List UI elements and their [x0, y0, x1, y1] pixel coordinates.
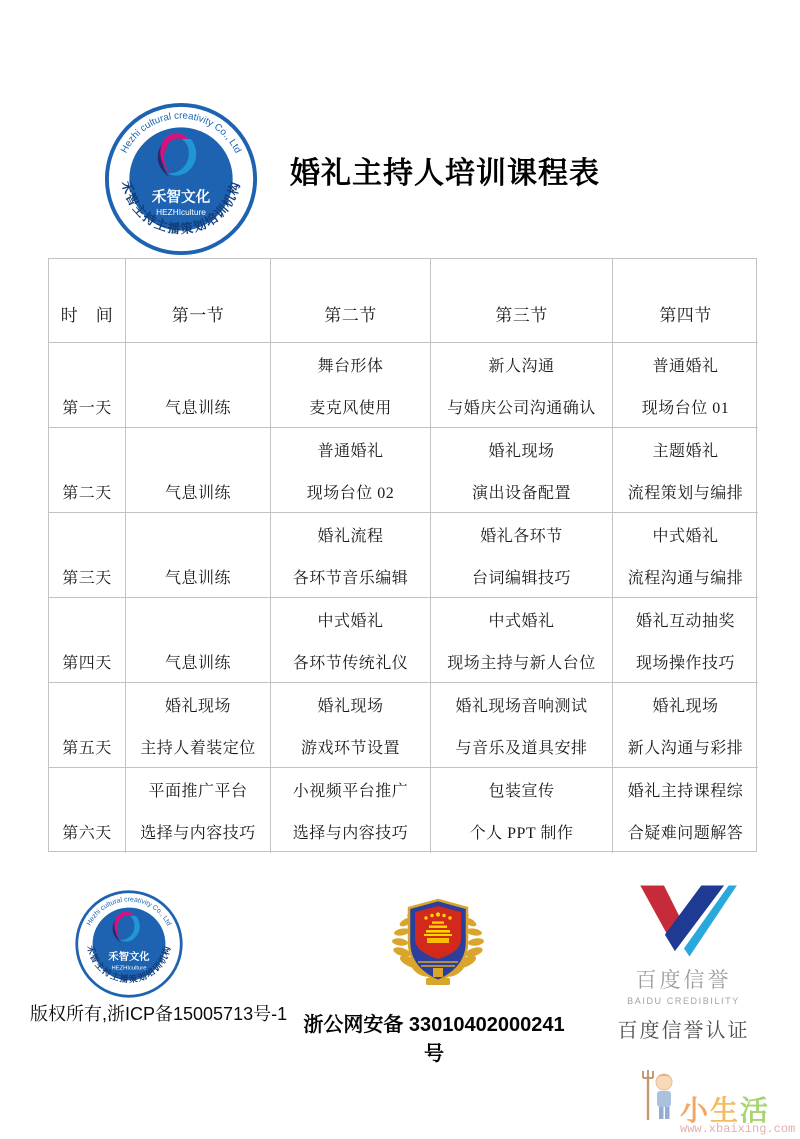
table-course-cell	[126, 513, 271, 598]
table-course-cell	[431, 343, 613, 428]
course-line: 现场台位 02	[306, 484, 395, 502]
course-line: 中式婚礼	[317, 612, 384, 630]
course-line: 婚礼主持课程综	[627, 782, 744, 800]
table-course-cell	[126, 343, 271, 428]
course-line	[49, 768, 125, 811]
hezhi-logo-icon	[103, 101, 259, 257]
course-line: 主持人着装定位	[140, 739, 256, 757]
table-day-cell	[49, 683, 126, 768]
table-header-1: 第一节	[126, 259, 271, 343]
baidu-cert-label: 百度信誉认证	[617, 1020, 750, 1042]
baidu-credibility-block	[606, 880, 761, 1043]
watermark-char: 活	[740, 1096, 771, 1127]
course-line: 流程沟通与编排	[627, 569, 744, 587]
course-line: 第三天	[62, 569, 112, 587]
course-line: 婚礼流程	[317, 527, 384, 545]
course-line: 现场台位 01	[641, 399, 730, 417]
course-line	[126, 513, 270, 555]
course-line: 各环节音乐编辑	[292, 569, 409, 587]
course-line: 包装宣传	[488, 782, 555, 800]
course-line: 游戏环节设置	[300, 739, 400, 757]
course-line: 第二天	[62, 484, 112, 502]
table-course-cell	[271, 343, 431, 428]
course-line: 与婚庆公司沟通确认	[447, 399, 596, 417]
table-course-cell	[431, 513, 613, 598]
table-course-cell	[613, 683, 758, 768]
table-header-2: 第二节	[271, 259, 431, 343]
course-line: 各环节传统礼仪	[292, 654, 409, 672]
farmer-figure-icon	[640, 1068, 680, 1126]
police-record-text: 浙公网安备 33010402000241号	[303, 1014, 565, 1065]
table-day-cell	[49, 428, 126, 513]
course-line: 气息训练	[164, 654, 231, 672]
course-line: 演出设备配置	[471, 484, 571, 502]
course-line: 气息训练	[164, 399, 231, 417]
table-course-cell	[431, 598, 613, 683]
course-line: 普通婚礼	[652, 357, 719, 375]
table-course-cell	[431, 768, 613, 853]
course-line: 新人沟通与彩排	[627, 739, 744, 757]
table-course-cell	[431, 428, 613, 513]
table-course-cell	[126, 683, 271, 768]
course-line: 第五天	[62, 739, 112, 757]
baidu-credibility-icon	[628, 880, 740, 962]
course-line: 第六天	[62, 825, 112, 843]
table-day-cell	[49, 513, 126, 598]
course-line	[126, 428, 270, 470]
table-course-cell	[613, 598, 758, 683]
table-day-cell	[49, 598, 126, 683]
table-day-cell	[49, 768, 126, 853]
course-line: 主题婚礼	[652, 442, 719, 460]
course-line: 现场操作技巧	[635, 654, 735, 672]
table-header-0: 时 间	[49, 259, 126, 343]
course-line: 婚礼现场	[317, 697, 384, 715]
table-course-cell	[431, 683, 613, 768]
table-course-cell	[613, 428, 758, 513]
course-line: 选择与内容技巧	[292, 825, 409, 843]
course-line: 合疑难问题解答	[627, 825, 744, 843]
baidu-credibility-cn-label: 百度信誉	[635, 969, 732, 992]
course-line: 第一天	[62, 399, 112, 417]
course-line: 婚礼现场	[488, 442, 555, 460]
table-course-cell	[613, 343, 758, 428]
table-course-cell	[126, 598, 271, 683]
table-day-cell	[49, 343, 126, 428]
course-line: 现场主持与新人台位	[447, 654, 596, 672]
course-line	[126, 343, 270, 385]
course-line: 新人沟通	[488, 357, 555, 375]
table-course-cell	[271, 768, 431, 853]
course-line: 气息训练	[164, 569, 231, 587]
course-line	[49, 513, 125, 555]
baidu-credibility-en-label: BAIDU CREDIBILITY	[627, 996, 740, 1006]
course-line	[49, 343, 125, 385]
table-header-4: 第四节	[613, 259, 758, 343]
course-line: 普通婚礼	[317, 442, 384, 460]
table-course-cell	[613, 768, 758, 853]
course-line	[49, 683, 125, 725]
table-course-cell	[126, 768, 271, 853]
watermark-char: 生	[710, 1096, 741, 1127]
course-line: 中式婚礼	[652, 527, 719, 545]
course-line	[49, 428, 125, 470]
course-line: 平面推广平台	[148, 782, 248, 800]
table-course-cell	[126, 428, 271, 513]
hezhi-logo-small-icon	[74, 889, 184, 999]
watermark-char: 小	[680, 1096, 711, 1127]
course-line: 气息训练	[164, 484, 231, 502]
course-line	[49, 598, 125, 640]
course-line: 选择与内容技巧	[140, 825, 256, 843]
course-line: 舞台形体	[317, 357, 384, 375]
copyright-text: 版权所有,浙ICP备15005713号-1	[30, 1004, 288, 1024]
course-table	[48, 258, 757, 852]
table-course-cell	[271, 683, 431, 768]
course-line: 台词编辑技巧	[471, 569, 571, 587]
table-course-cell	[613, 513, 758, 598]
course-line: 麦克风使用	[309, 399, 392, 417]
course-line: 与音乐及道具安排	[455, 739, 588, 757]
course-line: 婚礼现场音响测试	[455, 697, 588, 715]
course-line: 流程策划与编排	[627, 484, 744, 502]
course-line	[126, 598, 270, 640]
table-header-3: 第三节	[431, 259, 613, 343]
police-badge-icon	[388, 893, 488, 995]
course-line: 个人 PPT 制作	[469, 825, 574, 843]
course-line: 第四天	[62, 654, 112, 672]
table-course-cell	[271, 513, 431, 598]
course-line: 小视频平台推广	[292, 782, 409, 800]
course-line: 婚礼现场	[164, 697, 231, 715]
table-course-cell	[271, 428, 431, 513]
page-title: 婚礼主持人培训课程表	[290, 157, 600, 190]
course-line: 婚礼互动抽奖	[635, 612, 735, 630]
course-line: 中式婚礼	[488, 612, 555, 630]
course-line: 婚礼现场	[652, 697, 719, 715]
table-course-cell	[271, 598, 431, 683]
site-watermark	[640, 1068, 796, 1136]
course-line: 婚礼各环节	[480, 527, 563, 545]
watermark-url: www.xbaixing.com	[680, 1122, 796, 1136]
